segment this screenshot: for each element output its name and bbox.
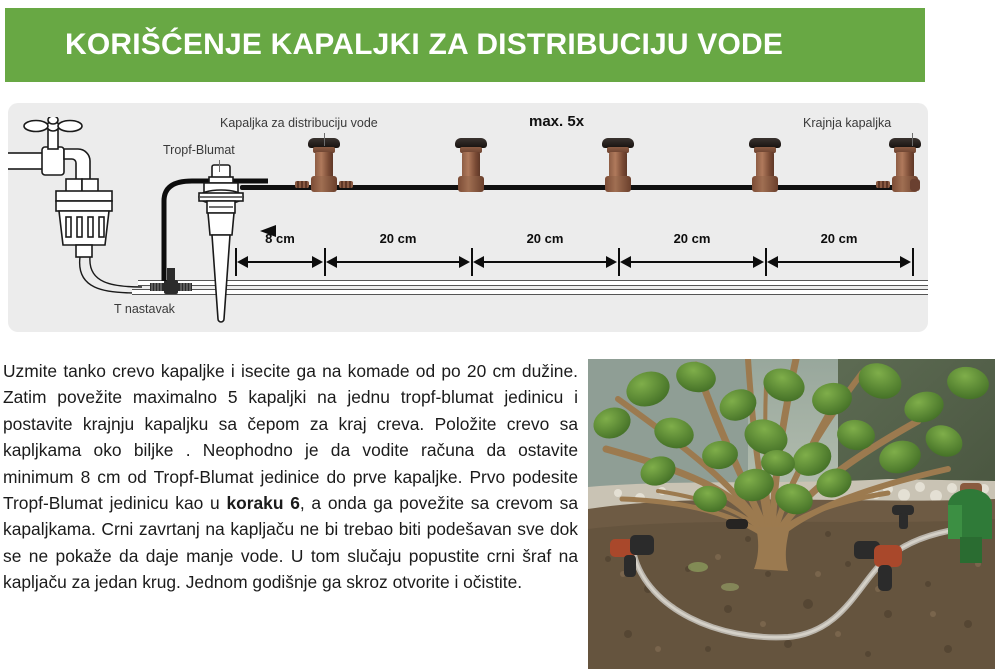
dripper-4: [748, 138, 782, 192]
installation-photo: [588, 359, 995, 669]
dripper-base: [458, 176, 484, 192]
dripper-label: Kapaljka za distribuciju vode: [220, 116, 378, 130]
dripper-barb-right: [339, 181, 353, 188]
dripper-5-end: [888, 138, 922, 192]
photo-dripper-under-shrub: [726, 519, 748, 529]
measure-label-3: 20 cm: [526, 231, 564, 246]
dripper-base: [605, 176, 631, 192]
dripper-2: [454, 138, 488, 192]
dripper-barb-left: [876, 181, 890, 188]
measure-label-1: 8 cm: [265, 231, 295, 246]
measure-label-4: 20 cm: [673, 231, 711, 246]
instruction-text-emphasis: koraku 6: [226, 493, 300, 514]
end-dripper-label: Krajnja kapaljka: [803, 116, 892, 130]
dripper-base: [752, 176, 778, 192]
diagram-panel: [8, 103, 928, 332]
tropf-blumat-leader-line: [219, 160, 220, 172]
measure-label-2: 20 cm: [379, 231, 417, 246]
dripper-1: [307, 138, 341, 192]
instruction-text-part2: , a onda ga povežite sa crevom sa kapaljkama. Crni zavrtanj na kapljaču ne bi trebao biti podešavan sve dok se ne pokaže da daje manje vode. U tom slučaju popustite crni šraf na kapljaču za jedan krug. Jednom godišnje ga skroz otvorite i očistite.: [3, 493, 578, 593]
dripper-body: [756, 152, 774, 179]
tee-connector-label: T nastavak: [114, 302, 175, 316]
instruction-text: [3, 358, 578, 596]
dripper-body: [609, 152, 627, 179]
dripper-base: [311, 176, 337, 192]
dripper-3: [601, 138, 635, 192]
page-title: KORIŠĆENJE KAPALJKI ZA DISTRIBUCIJU VODE: [65, 28, 784, 61]
end-dripper-leader-line: [912, 133, 913, 146]
dripper-leader-line: [324, 133, 325, 146]
diagram-inner: [8, 103, 928, 332]
end-cap-plug-icon: [910, 179, 920, 191]
max-drippers-label: max. 5x: [529, 113, 585, 130]
dripper-body: [896, 152, 914, 179]
header-bar: [5, 8, 925, 82]
dripper-body: [315, 152, 333, 179]
measure-label-5: 20 cm: [820, 231, 858, 246]
instruction-text-part1: Uzmite tanko crevo kapaljke i isecite ga na komade od po 20 cm dužine. Zatim povežite maximalno 5 kapaljki na jednu tropf-blumat jedinicu i postavite krajnju kapaljku sa čepom za kraj creva. Položite crevo sa kapljkama oko biljke . Neophodno je da vodite računa da ostavite minimum 8 cm od Tropf-Blumat jedinice do prve kapaljke. Prvo podesite Tropf-Blumat jedinicu kao u: [3, 361, 578, 514]
dripper-barb-left: [295, 181, 309, 188]
dripper-body: [462, 152, 480, 179]
photo-illustration: [588, 359, 995, 669]
tropf-blumat-label: Tropf-Blumat: [163, 143, 235, 157]
measure-tick-5: [912, 248, 914, 276]
